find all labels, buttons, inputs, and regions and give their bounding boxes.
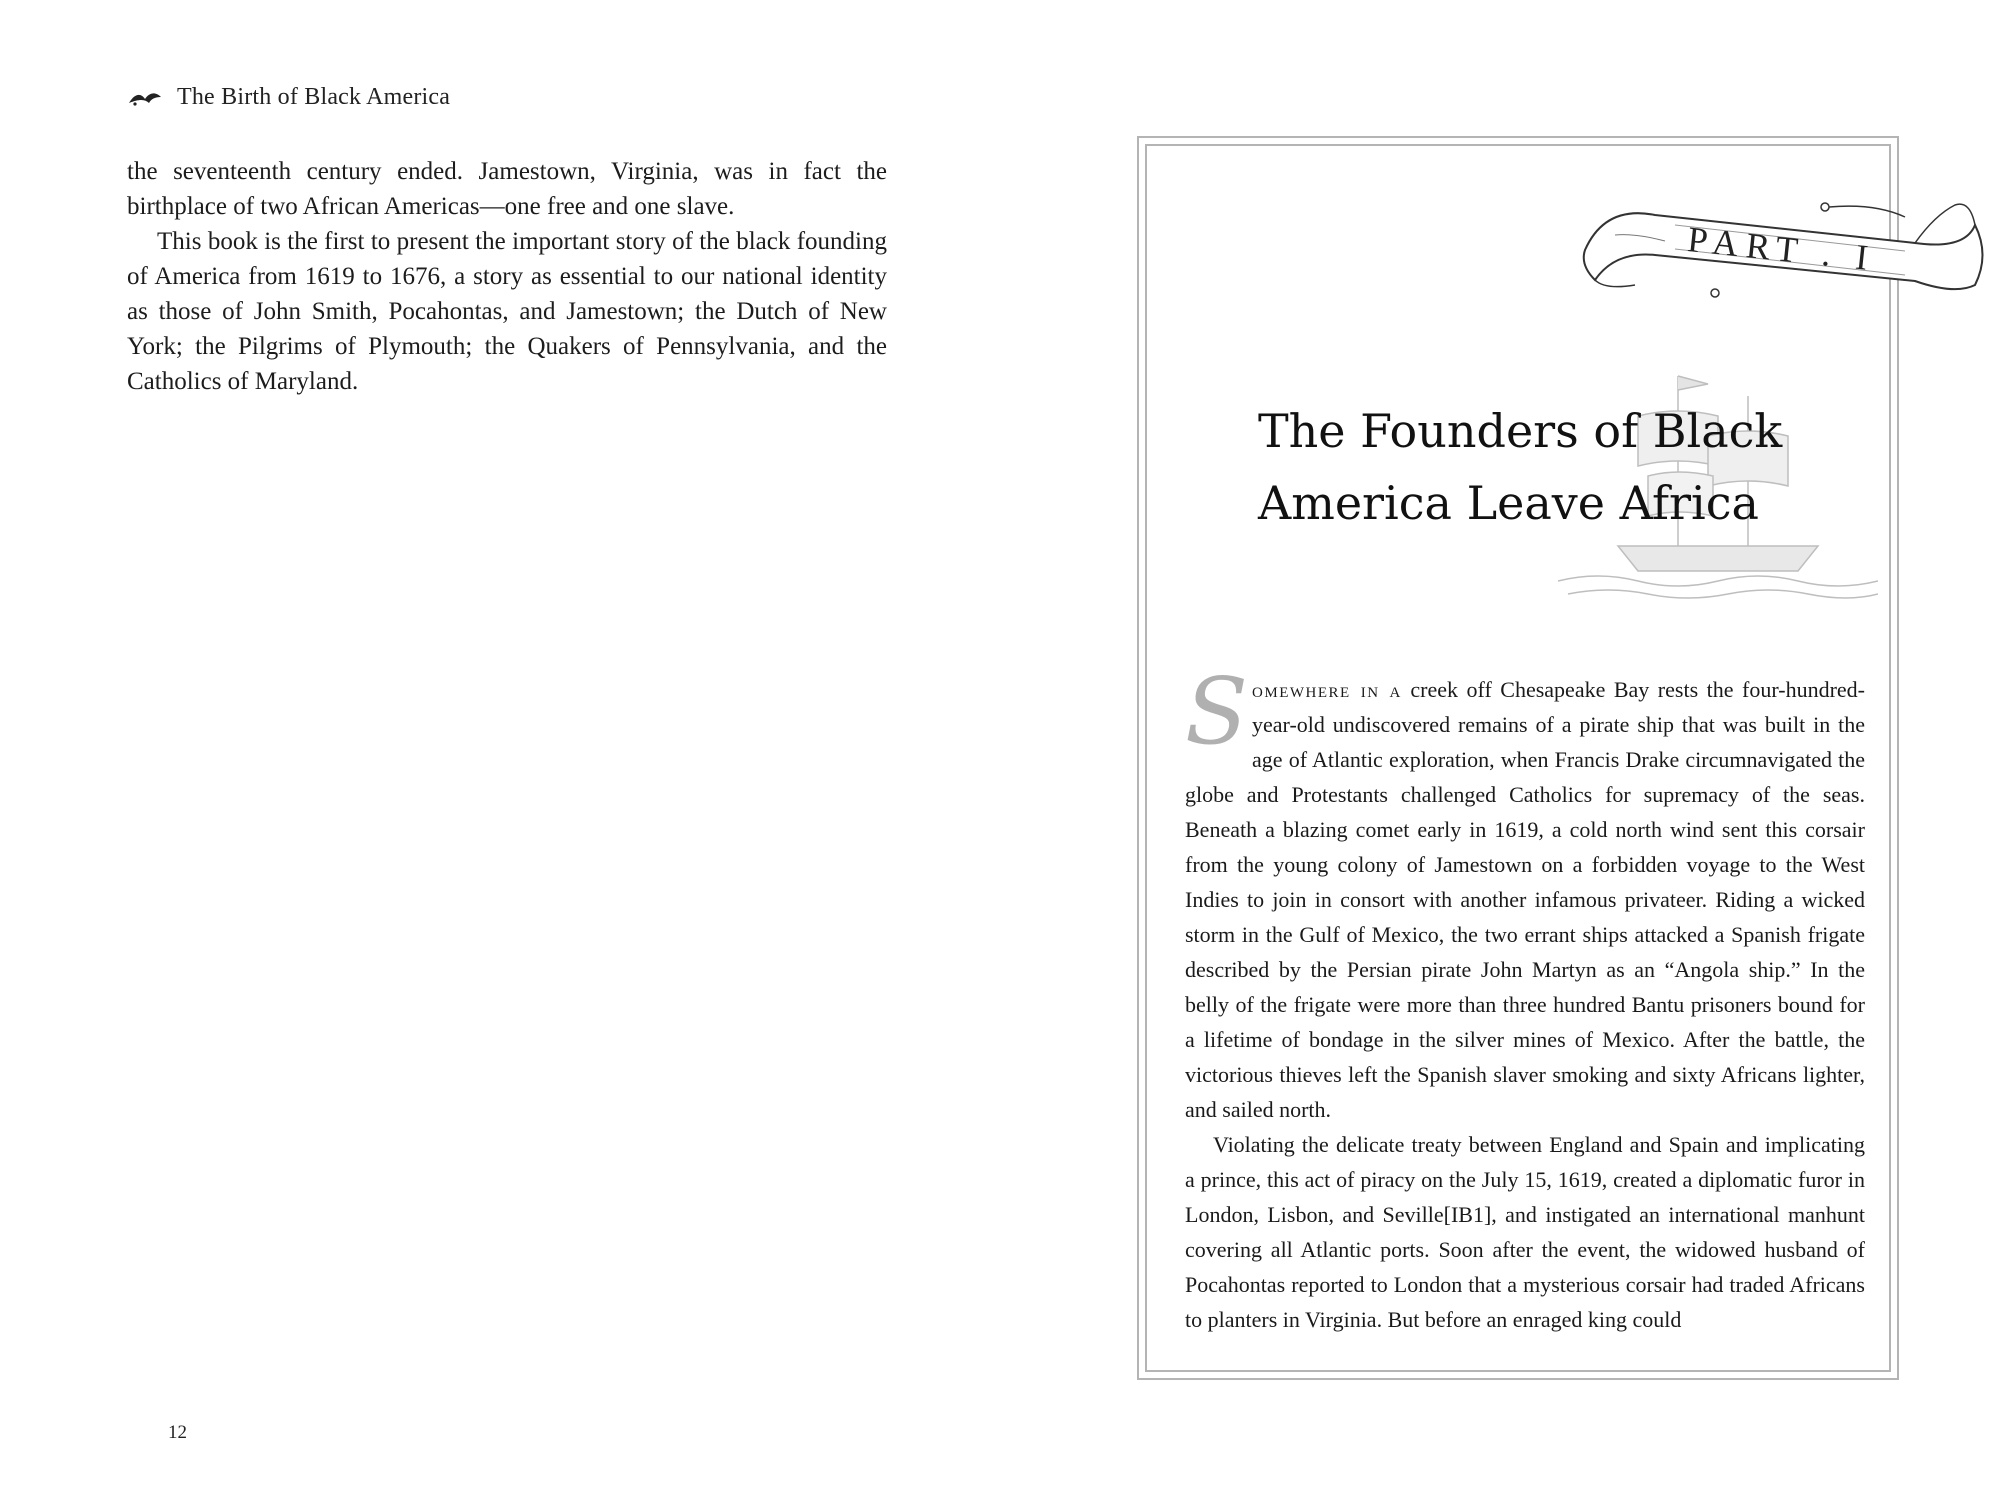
left-body-text bbox=[127, 154, 887, 399]
running-head-text: The Birth of Black America bbox=[177, 84, 451, 110]
running-head bbox=[127, 84, 450, 111]
chapter-paragraph-1 bbox=[1185, 658, 1865, 1127]
page-number: 12 bbox=[168, 1422, 187, 1443]
right-page bbox=[1000, 0, 2000, 1500]
part-label: PART . I bbox=[1685, 218, 1878, 279]
drop-cap: S bbox=[1185, 658, 1249, 765]
chapter-body-text bbox=[1185, 658, 1865, 1337]
opening-smallcaps: omewhere in a bbox=[1252, 677, 1402, 702]
left-paragraph-1: the seventeenth century ended. Jamestown, Virginia, was in fact the birthplace of two African Americas—one free and one slave. bbox=[127, 158, 887, 220]
part-title bbox=[1258, 395, 1858, 539]
left-paragraph-2: This book is the first to present the important story of the black founding of America from 1619 to 1676, a story as essential to our national identity as those of John Smith, Pocahontas, and Jamestown; the Dutch of New York; the Pilgrims of Plymouth; the Quakers of Pennsylvania, and the Catholics of Maryland. bbox=[127, 228, 887, 395]
part-title-line-1: The Founders of Black bbox=[1258, 404, 1783, 458]
part-title-line-2: America Leave Africa bbox=[1258, 476, 1759, 530]
chapter-paragraph-2: Violating the delicate treaty between England and Spain and implicating a prince, this act of piracy on the July 15, 1619, created a diplomatic furor in London, Lisbon, and Seville[IB1], and instigated an international manhunt covering all Atlantic ports. Soon after the event, the widowed husband of Pocahontas reported to London that a mysterious corsair had traded Africans to planters in Virginia. But before an enraged king could bbox=[1185, 1132, 1865, 1332]
ornament-icon bbox=[127, 89, 163, 107]
chapter-paragraph-1-text: creek off Chesapeake Bay rests the four-hundred-year-old undiscovered remains of a pirate ship that was built in the age of Atlantic exploration, when Francis Drake circumnavigated the globe and Protestants challenged Catholics for supremacy of the seas. Beneath a blazing comet early in 1619, a cold north wind sent this corsair from the young colony of Jamestown on a forbidden voyage to the West Indies to join in consort with another infamous privateer. Riding a wicked storm in the Gulf of Mexico, the two errant ships attacked a Spanish frigate described by the Persian pirate John Martyn as an “Angola ship.” In the belly of the frigate were more than three hundred Bantu prisoners bound for a lifetime of bondage in the silver mines of Mexico. After the battle, the victorious thieves left the Spanish slaver smoking and sixty Africans lighter, and sailed north. bbox=[1185, 677, 1865, 1122]
